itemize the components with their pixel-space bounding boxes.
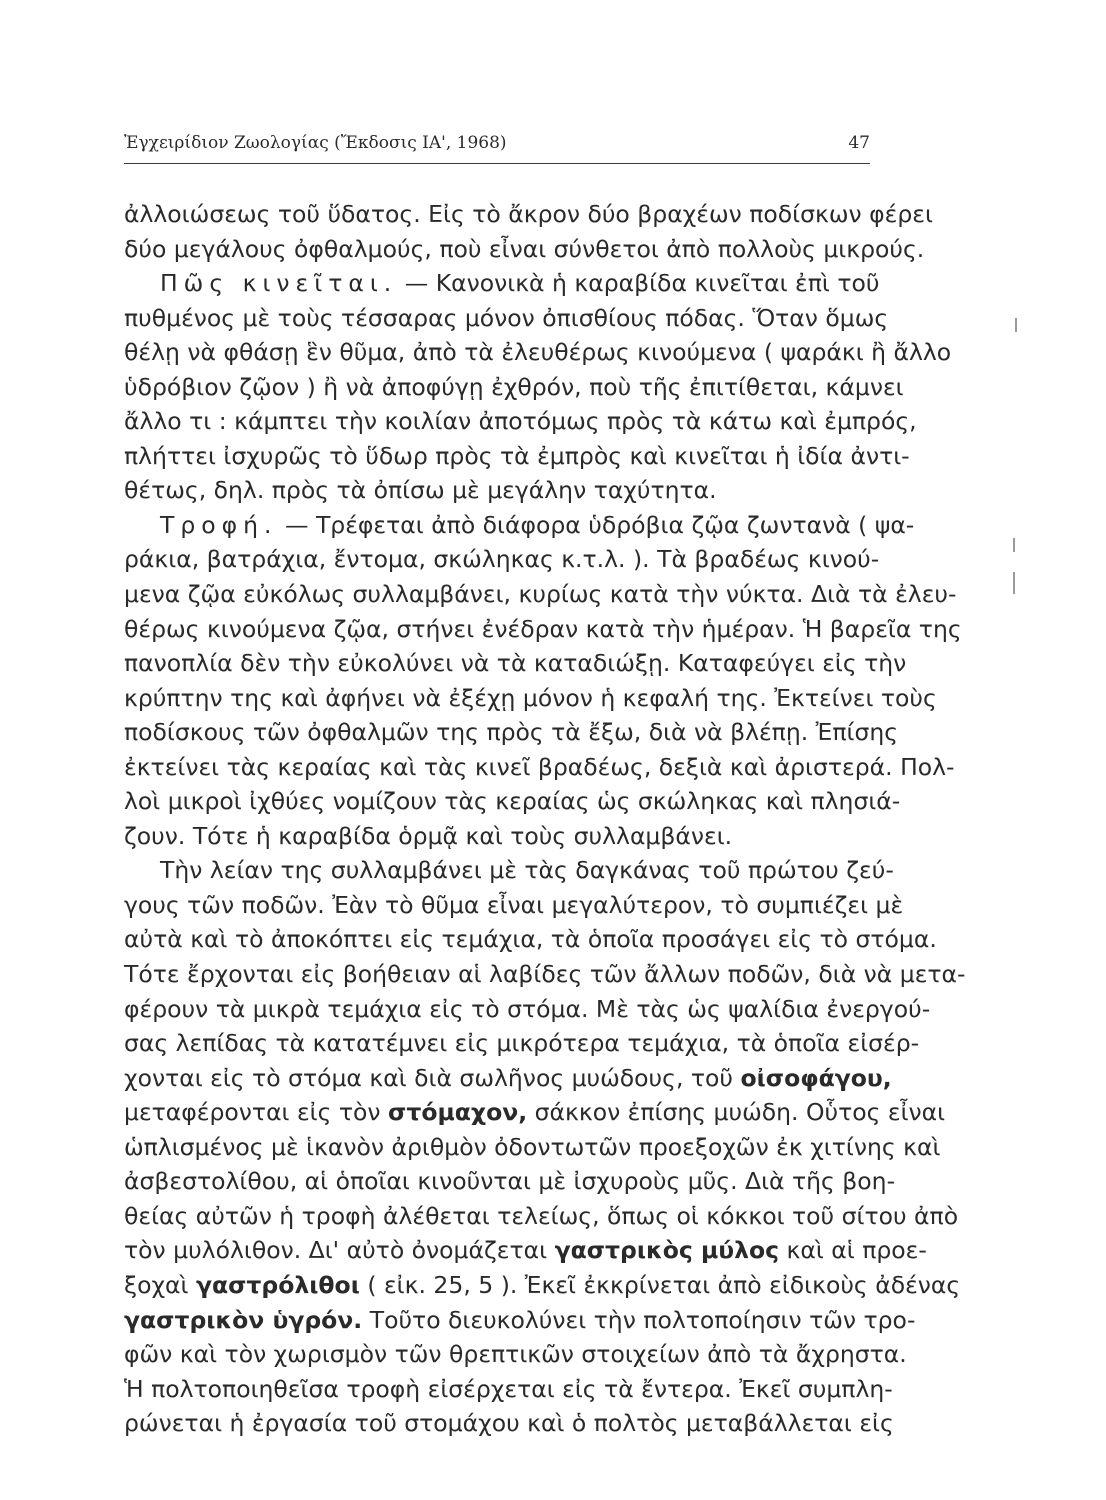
page-number: 47 [848, 133, 870, 153]
bold-term: γαστρόλιθοι [195, 1270, 360, 1299]
text-line: ράκια, βατράχια, ἔντομα, σκώληκας κ.τ.λ. ). Τὰ βραδέως κινού- [124, 545, 880, 574]
text-line: θείας αὐτῶν ἡ τροφὴ ἀλέθεται τελείως, ὅπως οἱ κόκκοι τοῦ σίτου ἀπὸ [124, 1201, 959, 1230]
margin-mark [1013, 538, 1015, 552]
text-line: γαστρικὸν ὑγρόν. Τοῦτο διευκολύνει τὴν πολτοποίησιν τῶν τρο- [124, 1305, 916, 1334]
bold-term: οἰσοφάγου, [740, 1063, 892, 1092]
text-line: ξοχαὶ γαστρόλιθοι ( εἰκ. 25, 5 ). Ἐκεῖ ἐκκρίνεται ἀπὸ εἰδικοὺς ἀδένας [124, 1270, 961, 1299]
section-heading: Τροφή. [160, 510, 278, 539]
text-line: αὐτὰ καὶ τὸ ἀποκόπτει εἰς τεμάχια, τὰ ὁποῖα προσάγει εἰς τὸ στόμα. [124, 925, 937, 954]
text-line: θέρως κινούμενα ζῷα, στήνει ἐνέδραν κατὰ τὴν ἡμέραν. Ἡ βαρεῖα της [124, 614, 962, 643]
bold-term: γαστρικὸν ὑγρόν. [124, 1305, 363, 1334]
text-line: φῶν καὶ τὸν χωρισμὸν τῶν θρεπτικῶν στοιχείων ἀπὸ τὰ ἄχρηστα. [124, 1340, 907, 1369]
text-line: ζουν. Τότε ἡ καραβίδα ὁρμᾷ καὶ τοὺς συλλαμβάνει. [124, 821, 733, 850]
bold-term: γαστρικὸς μύλος [554, 1236, 780, 1265]
text-line: κρύπτην της καὶ ἀφήνει νὰ ἐξέχῃ μόνον ἡ κεφαλή της. Ἐκτείνει τοὺς [124, 683, 937, 712]
text-line: ἐκτείνει τὰς κεραίας καὶ τὰς κινεῖ βραδέως, δεξιὰ καὶ ἀριστερά. Πολ- [124, 752, 955, 781]
text-line: ποδίσκους τῶν ὀφθαλμῶν της πρὸς τὰ ἔξω, διὰ νὰ βλέπῃ. Ἐπίσης [124, 718, 899, 747]
text-line: ἀλλοιώσεως τοῦ ὕδατος. Εἰς τὸ ἄκρον δύο βραχέων ποδίσκων φέρει [124, 200, 933, 228]
text-line: ἀσβεστολίθου, αἱ ὁποῖαι κινοῦνται μὲ ἰσχυροὺς μῦς. Διὰ τῆς βοη- [124, 1167, 896, 1196]
text-line: γους τῶν ποδῶν. Ἐὰν τὸ θῦμα εἶναι μεγαλύτερον, τὸ συμπιέζει μὲ [124, 890, 904, 919]
text-line: Ἡ πολτοποιηθεῖσα τροφὴ εἰσέρχεται εἰς τὰ ἔντερα. Ἐκεῖ συμπλη- [124, 1374, 893, 1403]
text-line: δύο μεγάλους ὀφθαλμούς, ποὺ εἶναι σύνθετοι ἀπὸ πολλοὺς μικρούς. [124, 234, 925, 263]
margin-mark [1015, 318, 1017, 332]
text-line: λοὶ μικροὶ ἰχθύες νομίζουν τὰς κεραίας ὡς σκώληκας καὶ πλησιά- [124, 787, 901, 816]
text-line: μενα ζῷα εὐκόλως συλλαμβάνει, κυρίως κατὰ τὴν νύκτα. Διὰ τὰ ἐλευ- [124, 580, 957, 609]
text-line: πανοπλία δὲν τὴν εὐκολύνει νὰ τὰ καταδιώξῃ. Καταφεύγει εἰς τὴν [124, 649, 907, 678]
text-line: ἄλλο τι : κάμπτει τὴν κοιλίαν ἀποτόμως πρὸς τὰ κάτω καὶ ἐμπρός, [124, 407, 917, 436]
text-line: Τὴν λείαν της συλλαμβάνει μὲ τὰς δαγκάνας τοῦ πρώτου ζεύ- [160, 856, 894, 885]
text-line: τὸν μυλόλιθον. Δι' αὐτὸ ὀνομάζεται γαστρικὸς μύλος καὶ αἱ προε- [124, 1236, 927, 1265]
text-line: σας λεπίδας τὰ κατατέμνει εἰς μικρότερα τεμάχια, τὰ ὁποῖα εἰσέρ- [124, 1029, 920, 1058]
text-line: Τότε ἔρχονται εἰς βοήθειαν αἱ λαβίδες τῶν ἄλλων ποδῶν, διὰ νὰ μετα- [124, 960, 966, 989]
section-heading: Πῶς κινεῖται. [160, 269, 398, 298]
text-line: μεταφέρονται εἰς τὸν στόμαχον, σάκκον ἐπίσης μυώδη. Οὗτος εἶναι [124, 1098, 946, 1127]
text-line: ρώνεται ἡ ἐργασία τοῦ στομάχου καὶ ὁ πολτὸς μεταβάλλεται εἰς [124, 1409, 894, 1438]
text-line: ὑδρόβιον ζῷον ) ἢ νὰ ἀποφύγῃ ἐχθρόν, ποὺ τῆς ἐπιτίθεται, κάμνει [124, 372, 904, 401]
page-header [124, 133, 870, 164]
text-line: Πῶς κινεῖται. — Κανονικὰ ἡ καραβίδα κινεῖται ἐπὶ τοῦ [160, 269, 880, 298]
text-line: Τροφή. — Τρέφεται ἀπὸ διάφορα ὑδρόβια ζῷα ζωντανὰ ( ψα- [160, 510, 915, 539]
text-line: ὡπλισμένος μὲ ἱκανὸν ἀριθμὸν ὀδοντωτῶν προεξοχῶν ἐκ χιτίνης καὶ [124, 1132, 941, 1161]
body-text [124, 197, 966, 1441]
text-line: φέρουν τὰ μικρὰ τεμάχια εἰς τὸ στόμα. Μὲ τὰς ὡς ψαλίδια ἐνεργού- [124, 994, 931, 1023]
text-line: πλήττει ἰσχυρῶς τὸ ὕδωρ πρὸς τὰ ἐμπρὸς καὶ κινεῖται ἡ ἰδία ἀντι- [124, 441, 910, 470]
text-line: χονται εἰς τὸ στόμα καὶ διὰ σωλῆνος μυώδους, τοῦ οἰσοφάγου, [124, 1063, 892, 1092]
running-title: Ἐγχειρίδιον Ζωολογίας (Ἔκδοσις ΙΑ', 1968) [124, 133, 507, 153]
text-line: θέλῃ νὰ φθάσῃ ἓν θῦμα, ἀπὸ τὰ ἐλευθέρως κινούμενα ( ψαράκι ἢ ἄλλο [124, 338, 952, 367]
margin-mark [1013, 572, 1015, 594]
bold-term: στόμαχον, [388, 1098, 528, 1127]
text-line: θέτως, δηλ. πρὸς τὰ ὀπίσω μὲ μεγάλην ταχύτητα. [124, 476, 717, 505]
text-line: πυθμένος μὲ τοὺς τέσσαρας μόνον ὀπισθίους πόδας. Ὅταν ὅμως [124, 303, 889, 332]
